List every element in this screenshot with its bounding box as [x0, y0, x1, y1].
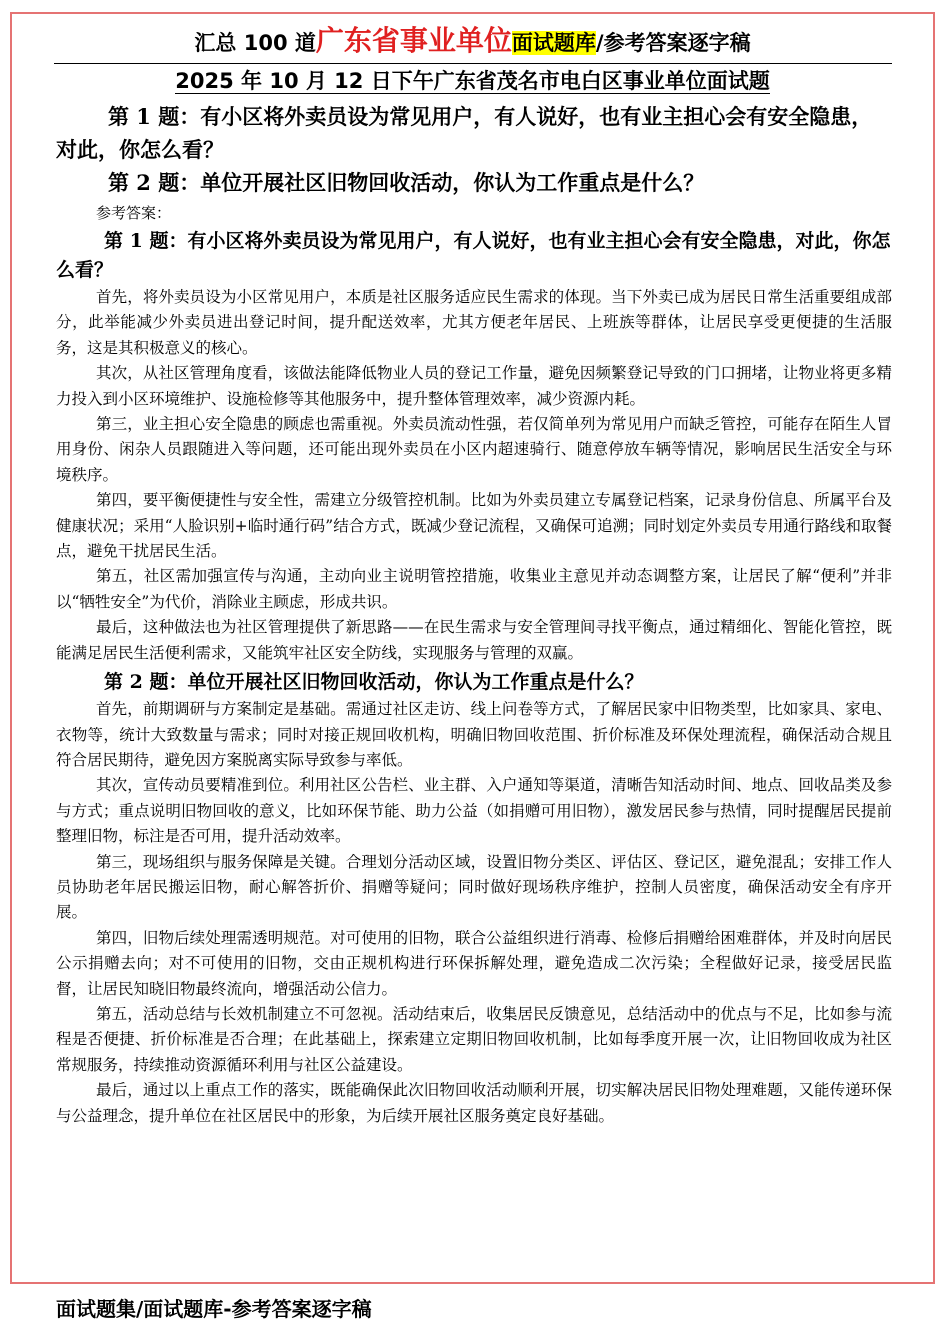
header-suffix: /参考答案逐字稿: [595, 31, 751, 55]
question-1-intro: 第 1 题：有小区将外卖员设为常见用户，有人说好，也有业主担心会有安全隐患，对此，你怎么看？: [56, 104, 873, 162]
question-2-intro: 第 2 题：单位开展社区旧物回收活动，你认为工作重点是什么？: [108, 170, 705, 195]
document-body: [56, 100, 892, 1129]
answer-2-paragraph: 第四，旧物后续处理需透明规范。对可使用的旧物，联合公益组织进行消毒、检修后捐赠给困难群体，并及时向居民公示捐赠去向；对不可使用的旧物，交由正规机构进行环保拆解处理，避免造成二次污染；全程做好记录，接受居民监督，让居民知晓旧物最终流向，增强活动公信力。: [56, 928, 892, 998]
page-header: [0, 26, 945, 58]
answer-1-paragraph: 其次，从社区管理角度看，该做法能降低物业人员的登记工作量，避免因频繁登记导致的门口拥堵，让物业将更多精力投入到小区环境维护、设施检修等其他服务中，提升整体管理效率，减少资源内耗。: [56, 364, 892, 408]
page-title: 2025 年 10 月 12 日下午广东省茂名市电白区事业单位面试题: [175, 69, 770, 93]
answer-2-paragraph: 其次，宣传动员要精准到位。利用社区公告栏、业主群、入户通知等渠道，清晰告知活动时间、地点、回收品类及参与方式；重点说明旧物回收的意义，比如环保节能、助力公益（如捐赠可用旧物），激发居民参与热情，同时提醒居民提前整理旧物，标注是否可用，提升活动效率。: [56, 776, 892, 846]
answer-1-paragraph: 首先，将外卖员设为小区常见用户，本质是社区服务适应民生需求的体现。当下外卖已成为居民日常生活重要组成部分，此举能减少外卖员进出登记时间，提升配送效率，尤其方便老年居民、上班族等群体，让居民享受更便捷的生活服务，这是其积极意义的核心。: [56, 288, 892, 357]
answer-1-paragraph: 第五，社区需加强宣传与沟通，主动向业主说明管控措施，收集业主意见并动态调整方案，让居民了解“便利”并非以“牺牲安全”为代价，消除业主顾虑，形成共识。: [56, 567, 892, 611]
answer-2-paragraph: 最后，通过以上重点工作的落实，既能确保此次旧物回收活动顺利开展，切实解决居民旧物处理难题，又能传递环保与公益理念，提升单位在社区居民中的形象，为后续开展社区服务奠定良好基础。: [56, 1081, 892, 1125]
answer-2-paragraph: 第五，活动总结与长效机制建立不可忽视。活动结束后，收集居民反馈意见，总结活动中的优点与不足，比如参与流程是否便捷、折价标准是否合理；在此基础上，探索建立定期旧物回收机制，比如每季度开展一次，让旧物回收成为社区常规服务，持续推动资源循环利用与社区公益建设。: [56, 1004, 892, 1074]
answer-2-heading: 第 2 题：单位开展社区旧物回收活动，你认为工作重点是什么？: [104, 671, 644, 694]
page-footer: 面试题集/面试题库-参考答案逐字稿: [56, 1297, 372, 1321]
answer-1-paragraph: 最后，这种做法也为社区管理提供了新思路——在民生需求与安全管理间寻找平衡点，通过精细化、智能化管控，既能满足居民生活便利需求，又能筑牢社区安全防线，实现服务与管理的双赢。: [56, 618, 892, 662]
answer-1-paragraph: 第四，要平衡便捷性与安全性，需建立分级管控机制。比如为外卖员建立专属登记档案，记录身份信息、所属平台及健康状况；采用“人脸识别+临时通行码”结合方式，既减少登记流程，又确保可追溯；同时划定外卖员专用通行路线和取餐点，避免干扰居民生活。: [56, 491, 892, 561]
answer-2-paragraph: 第三，现场组织与服务保障是关键。合理划分活动区域，设置旧物分类区、评估区、登记区，避免混乱；安排工作人员协助老年居民搬运旧物，耐心解答折价、捐赠等疑问；同时做好现场秩序维护，控制人员密度，确保活动安全有序开展。: [56, 852, 892, 922]
header-highlight-text: 面试题库: [511, 31, 596, 55]
reference-label: 参考答案：: [96, 204, 172, 222]
answer-1-heading: 第 1 题：有小区将外卖员设为常见用户，有人说好，也有业主担心会有安全隐患，对此，你怎么看？: [56, 230, 891, 281]
header-red-text: 广东省事业单位: [315, 24, 512, 57]
header-rule: [54, 63, 892, 64]
answer-2-paragraph: 首先，前期调研与方案制定是基础。需通过社区走访、线上问卷等方式，了解居民家中旧物类型，比如家具、家电、衣物等，统计大致数量与需求；同时对接正规回收机构，明确旧物回收范围、折价标准及环保处理流程，确保活动合规且符合居民期待，避免因方案脱离实际导致参与率低。: [56, 700, 892, 769]
answer-1-paragraph: 第三，业主担心安全隐患的顾虑也需重视。外卖员流动性强，若仅简单列为常见用户而缺乏管控，可能存在陌生人冒用身份、闲杂人员跟随进入等问题，还可能出现外卖员在小区内超速骑行、随意停放车辆等情况，影响居民生活安全与环境秩序。: [56, 415, 892, 484]
header-prefix: 汇总 100 道: [194, 31, 316, 55]
